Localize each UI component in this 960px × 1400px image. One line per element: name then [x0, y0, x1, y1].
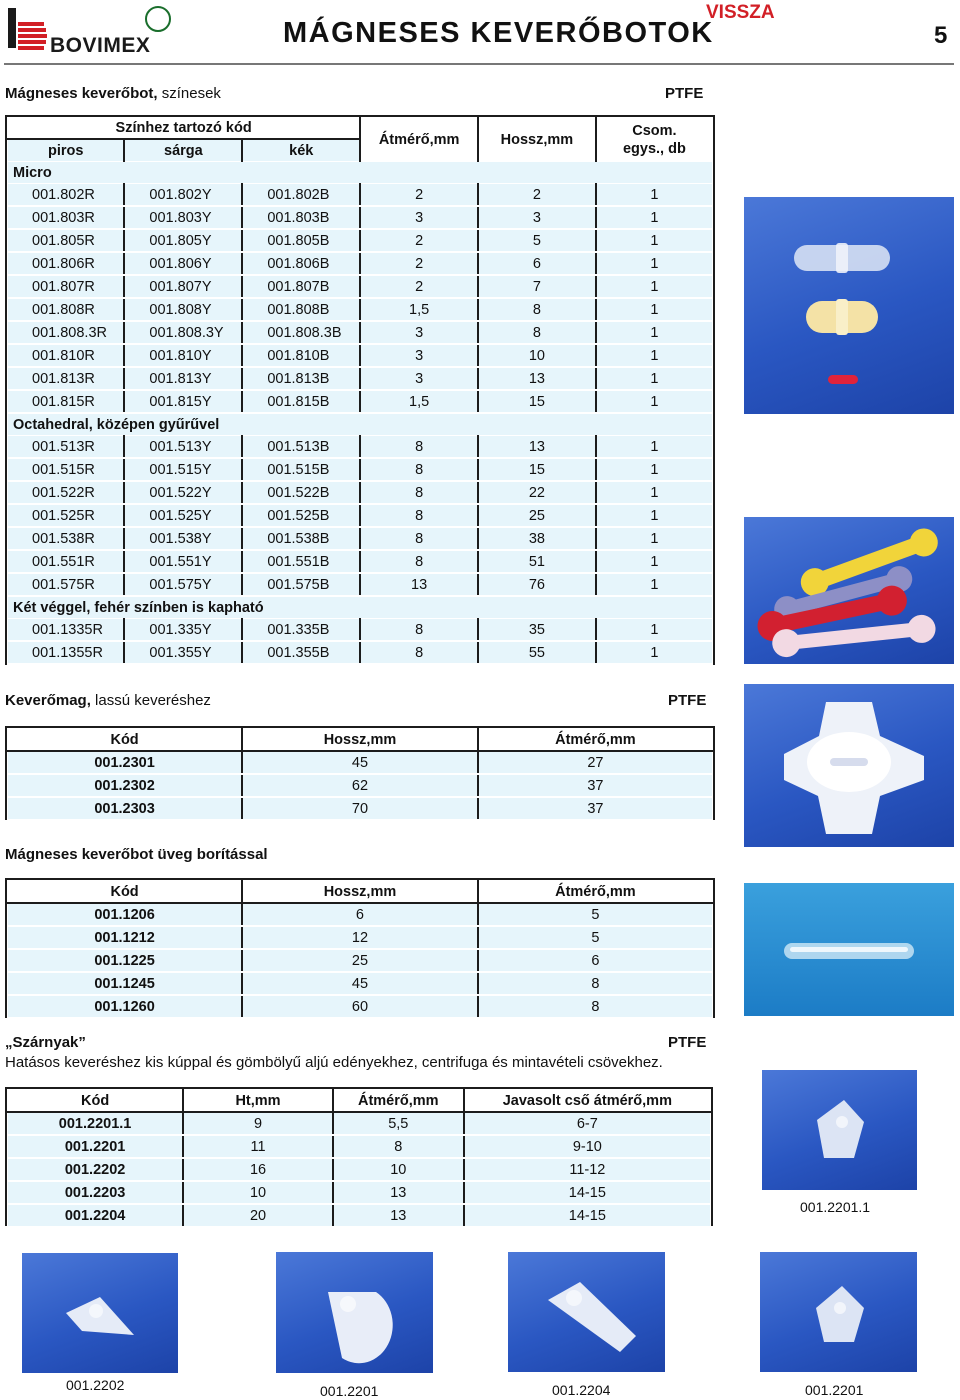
section-wings-description: Hatásos keveréshez kis kúppal és gömbölyű aljú edényekhez, centrifuga és mintavételi csövekhez.: [5, 1054, 663, 1071]
section-stirring-core-title: Keverőmag, lassú keveréshez: [5, 692, 211, 709]
table-row: [8, 550, 713, 573]
table-cell: 1: [596, 504, 713, 527]
table-cell: 6: [242, 903, 478, 926]
table-cell: 001.803R: [8, 206, 125, 229]
table-cell: 8: [478, 972, 713, 995]
table-cell: 3: [360, 321, 478, 344]
table-cell: 2: [360, 229, 478, 252]
table-cell: 001.803B: [242, 206, 360, 229]
table-cell: 001.538R: [8, 527, 125, 550]
table-cell: 1: [596, 641, 713, 664]
table-cell: 001.806B: [242, 252, 360, 275]
table-cell: 25: [478, 504, 596, 527]
table-cell: 001.1206: [8, 903, 243, 926]
table-cell: 001.1335R: [8, 619, 125, 642]
table-cell: 1: [596, 321, 713, 344]
table-cell: 001.355Y: [124, 641, 242, 664]
table-cell: 35: [478, 619, 596, 642]
table-cell: 1: [596, 481, 713, 504]
table-row: [8, 229, 713, 252]
table-row: [8, 458, 713, 481]
table-cell: 001.2303: [8, 797, 243, 820]
table-cell: 8: [360, 550, 478, 573]
table-cell: 001.575B: [242, 573, 360, 596]
table-cell: 37: [478, 774, 713, 797]
table-cell: 001.813Y: [124, 367, 242, 390]
photo-caption: 001.2202: [66, 1377, 125, 1393]
table-row: [8, 1158, 711, 1181]
table-cell: 001.525R: [8, 504, 125, 527]
table-cell: 001.808Y: [124, 298, 242, 321]
page-number: 5: [934, 22, 948, 49]
page-title: MÁGNESES KEVERŐBOTOK: [283, 17, 714, 49]
table-header-row: [8, 881, 713, 904]
table-row: [8, 436, 713, 459]
table-cell: 1: [596, 184, 713, 207]
table-header-row: [8, 729, 713, 752]
table-cell: 10: [478, 344, 596, 367]
table-cell: 001.355B: [242, 641, 360, 664]
table-cell: 001.513Y: [124, 436, 242, 459]
table-cell: 001.810Y: [124, 344, 242, 367]
table-cell: 001.522R: [8, 481, 125, 504]
photo-caption: 001.2201: [320, 1383, 379, 1399]
table-cell: 3: [360, 344, 478, 367]
table-cell: 45: [242, 751, 478, 774]
column-header: Átmérő,mm: [478, 881, 713, 904]
table-cell: 13: [333, 1204, 464, 1227]
table-cell: 001.522B: [242, 481, 360, 504]
table-row: [8, 573, 713, 596]
octahedral-stirrers-photo: [744, 517, 954, 664]
table-group-row: [8, 162, 713, 184]
column-header: Kód: [8, 881, 243, 904]
group-label: Micro: [8, 162, 713, 184]
table-cell: 001.805Y: [124, 229, 242, 252]
table-cell: 001.513B: [242, 436, 360, 459]
table-cell: 001.802Y: [124, 184, 242, 207]
material-label: PTFE: [668, 692, 707, 709]
table-cell: 10: [183, 1181, 333, 1204]
table-cell: 1: [596, 367, 713, 390]
table-cell: 001.808.3B: [242, 321, 360, 344]
photo-caption: 001.2204: [552, 1382, 611, 1398]
glass-stirrer-photo: [744, 883, 954, 1016]
bovimex-logo-mark: [8, 8, 44, 48]
photo-caption: 001.2201: [805, 1382, 864, 1398]
table-cell: 1: [596, 344, 713, 367]
table-cell: 001.815Y: [124, 390, 242, 413]
table-cell: 15: [478, 458, 596, 481]
table-group-row: [8, 413, 713, 436]
table-cell: 6: [478, 252, 596, 275]
column-header: Hossz,mm: [242, 881, 478, 904]
table-cell: 001.2302: [8, 774, 243, 797]
table-cell: 001.515R: [8, 458, 125, 481]
group-label: Octahedral, középen gyűrűvel: [8, 413, 713, 436]
table-row: [8, 926, 713, 949]
table-row: [8, 619, 713, 642]
table-cell: 001.805R: [8, 229, 125, 252]
table-cell: 001.813B: [242, 367, 360, 390]
table-cell: 1: [596, 573, 713, 596]
section-glass-stirrers-title: Mágneses keverőbot üveg borítással: [5, 846, 268, 863]
table-row: [8, 321, 713, 344]
header-length: Hossz,mm: [478, 118, 596, 162]
table-cell: 001.1212: [8, 926, 243, 949]
table-cell: 001.525Y: [124, 504, 242, 527]
table-cell: 1,5: [360, 298, 478, 321]
table-cell: 001.815R: [8, 390, 125, 413]
table-cell: 001.815B: [242, 390, 360, 413]
table-cell: 8: [360, 481, 478, 504]
table-row: [8, 1135, 711, 1158]
table-cell: 8: [360, 641, 478, 664]
table-cell: 1: [596, 275, 713, 298]
table-cell: 001.808.3R: [8, 321, 125, 344]
table-cell: 1: [596, 619, 713, 642]
group-label: Két véggel, fehér színben is kapható: [8, 596, 713, 619]
material-label: PTFE: [668, 1034, 707, 1051]
header-divider: [4, 63, 954, 65]
table-cell: 1: [596, 252, 713, 275]
table-row: [8, 184, 713, 207]
table-cell: 001.2301: [8, 751, 243, 774]
bovimex-logo-text: BOVIMEX: [50, 34, 151, 57]
table-cell: 5: [478, 903, 713, 926]
table-cell: 001.810R: [8, 344, 125, 367]
table-cell: 13: [478, 367, 596, 390]
table-row: [8, 390, 713, 413]
table-cell: 001.551R: [8, 550, 125, 573]
table-cell: 9: [183, 1112, 333, 1135]
table-cell: 51: [478, 550, 596, 573]
table-cell: 8: [360, 527, 478, 550]
table-row: [8, 641, 713, 664]
table-cell: 001.807R: [8, 275, 125, 298]
table-row: [8, 995, 713, 1018]
table-cell: 2: [478, 184, 596, 207]
stirring-core-table: [5, 726, 715, 820]
table-cell: 1: [596, 206, 713, 229]
column-header: Hossz,mm: [242, 729, 478, 752]
table-row: [8, 252, 713, 275]
header-pack-unit: Csom. egys., db: [596, 118, 713, 162]
table-cell: 62: [242, 774, 478, 797]
table-cell: 1: [596, 550, 713, 573]
table-cell: 001.1355R: [8, 641, 125, 664]
header-color-code: Színhez tartozó kód: [8, 118, 361, 140]
table-cell: 10: [333, 1158, 464, 1181]
photo-caption: 001.2201.1: [800, 1199, 871, 1215]
table-cell: 001.551Y: [124, 550, 242, 573]
table-cell: 8: [333, 1135, 464, 1158]
table-cell: 001.813R: [8, 367, 125, 390]
table-cell: 13: [333, 1181, 464, 1204]
table-cell: 001.803Y: [124, 206, 242, 229]
table-cell: 001.551B: [242, 550, 360, 573]
table-cell: 76: [478, 573, 596, 596]
table-cell: 45: [242, 972, 478, 995]
table-cell: 55: [478, 641, 596, 664]
table-cell: 001.335Y: [124, 619, 242, 642]
table-cell: 001.1225: [8, 949, 243, 972]
table-cell: 2: [360, 275, 478, 298]
table-cell: 13: [478, 436, 596, 459]
table-cell: 001.515Y: [124, 458, 242, 481]
table-cell: 001.513R: [8, 436, 125, 459]
table-cell: 8: [478, 995, 713, 1018]
table-cell: 001.806Y: [124, 252, 242, 275]
header-yellow: sárga: [124, 139, 242, 162]
wing-photo-2204: [508, 1252, 665, 1372]
table-cell: 8: [360, 619, 478, 642]
table-cell: 001.808R: [8, 298, 125, 321]
table-cell: 3: [360, 206, 478, 229]
table-cell: 70: [242, 797, 478, 820]
table-row: [8, 367, 713, 390]
section-wings-title: „Szárnyak”: [5, 1034, 86, 1051]
table-cell: 001.575Y: [124, 573, 242, 596]
table-cell: 1: [596, 229, 713, 252]
section-colored-stirrers-title: Mágneses keverőbot, színesek: [5, 85, 221, 102]
table-header-row: [8, 1090, 711, 1113]
table-cell: 7: [478, 275, 596, 298]
table-cell: 001.808B: [242, 298, 360, 321]
glass-stirrers-table: [5, 878, 715, 1018]
table-cell: 14-15: [464, 1181, 711, 1204]
table-cell: 001.575R: [8, 573, 125, 596]
wing-photo-2202: [22, 1253, 178, 1373]
table-cell: 38: [478, 527, 596, 550]
table-cell: 5: [478, 229, 596, 252]
table-row: [8, 797, 713, 820]
table-cell: 001.538B: [242, 527, 360, 550]
header-red: piros: [8, 139, 125, 162]
table-cell: 2: [360, 252, 478, 275]
table-cell: 3: [478, 206, 596, 229]
table-cell: 001.807B: [242, 275, 360, 298]
table-cell: 22: [478, 481, 596, 504]
table-row: [8, 751, 713, 774]
micro-stirrers-photo: [744, 197, 954, 414]
header-diameter: Átmérő,mm: [360, 118, 478, 162]
table-cell: 001.806R: [8, 252, 125, 275]
wing-photo-2201-b: [760, 1252, 917, 1372]
table-cell: 1: [596, 458, 713, 481]
table-row: [8, 298, 713, 321]
table-cell: 12: [242, 926, 478, 949]
table-row: [8, 774, 713, 797]
material-label: PTFE: [665, 85, 704, 102]
table-cell: 6: [478, 949, 713, 972]
table-row: [8, 1181, 711, 1204]
table-cell: 16: [183, 1158, 333, 1181]
table-cell: 15: [478, 390, 596, 413]
table-cell: 001.810B: [242, 344, 360, 367]
table-cell: 001.2201: [8, 1135, 184, 1158]
table-cell: 11-12: [464, 1158, 711, 1181]
table-cell: 001.2203: [8, 1181, 184, 1204]
wing-photo-small: [762, 1070, 917, 1190]
table-cell: 001.802B: [242, 184, 360, 207]
table-cell: 6-7: [464, 1112, 711, 1135]
wing-photo-2201: [276, 1252, 433, 1373]
table-cell: 8: [360, 458, 478, 481]
table-cell: 001.1245: [8, 972, 243, 995]
table-cell: 001.522Y: [124, 481, 242, 504]
table-cell: 27: [478, 751, 713, 774]
table-cell: 001.515B: [242, 458, 360, 481]
table-cell: 001.802R: [8, 184, 125, 207]
table-cell: 001.2201.1: [8, 1112, 184, 1135]
table-cell: 20: [183, 1204, 333, 1227]
colored-stirrers-table: [5, 115, 715, 665]
table-cell: 001.807Y: [124, 275, 242, 298]
table-cell: 001.2204: [8, 1204, 184, 1227]
column-header: Kód: [8, 1090, 184, 1113]
header-blue: kék: [242, 139, 360, 162]
quality-seal-icon: [145, 6, 171, 32]
stirring-core-photo: [744, 684, 954, 847]
table-cell: 60: [242, 995, 478, 1018]
table-row: [8, 1112, 711, 1135]
table-cell: 1,5: [360, 390, 478, 413]
table-row: [8, 206, 713, 229]
table-cell: 2: [360, 184, 478, 207]
table-cell: 1: [596, 298, 713, 321]
back-link[interactable]: VISSZA: [706, 2, 775, 23]
column-header: Ht,mm: [183, 1090, 333, 1113]
column-header: Átmérő,mm: [333, 1090, 464, 1113]
table-row: [8, 949, 713, 972]
table-cell: 001.538Y: [124, 527, 242, 550]
table-row: [8, 527, 713, 550]
table-row: [8, 903, 713, 926]
table-group-row: [8, 596, 713, 619]
table-cell: 001.2202: [8, 1158, 184, 1181]
table-cell: 5: [478, 926, 713, 949]
table-cell: 14-15: [464, 1204, 711, 1227]
table-row: [8, 275, 713, 298]
table-row: [8, 481, 713, 504]
table-cell: 001.1260: [8, 995, 243, 1018]
table-cell: 8: [360, 436, 478, 459]
table-cell: 8: [360, 504, 478, 527]
table-row: [8, 972, 713, 995]
column-header: Kód: [8, 729, 243, 752]
table-cell: 9-10: [464, 1135, 711, 1158]
table-row: [8, 504, 713, 527]
table-cell: 001.525B: [242, 504, 360, 527]
table-cell: 11: [183, 1135, 333, 1158]
table-cell: 5,5: [333, 1112, 464, 1135]
table-cell: 25: [242, 949, 478, 972]
table-cell: 8: [478, 321, 596, 344]
table-cell: 3: [360, 367, 478, 390]
table-row: [8, 1204, 711, 1227]
table-cell: 1: [596, 436, 713, 459]
column-header: Javasolt cső átmérő,mm: [464, 1090, 711, 1113]
table-cell: 001.808.3Y: [124, 321, 242, 344]
table-row: [8, 344, 713, 367]
table-cell: 001.335B: [242, 619, 360, 642]
table-cell: 1: [596, 527, 713, 550]
table-cell: 1: [596, 390, 713, 413]
wings-table: [5, 1087, 713, 1226]
table-cell: 8: [478, 298, 596, 321]
table-cell: 37: [478, 797, 713, 820]
table-cell: 001.805B: [242, 229, 360, 252]
table-cell: 13: [360, 573, 478, 596]
column-header: Átmérő,mm: [478, 729, 713, 752]
